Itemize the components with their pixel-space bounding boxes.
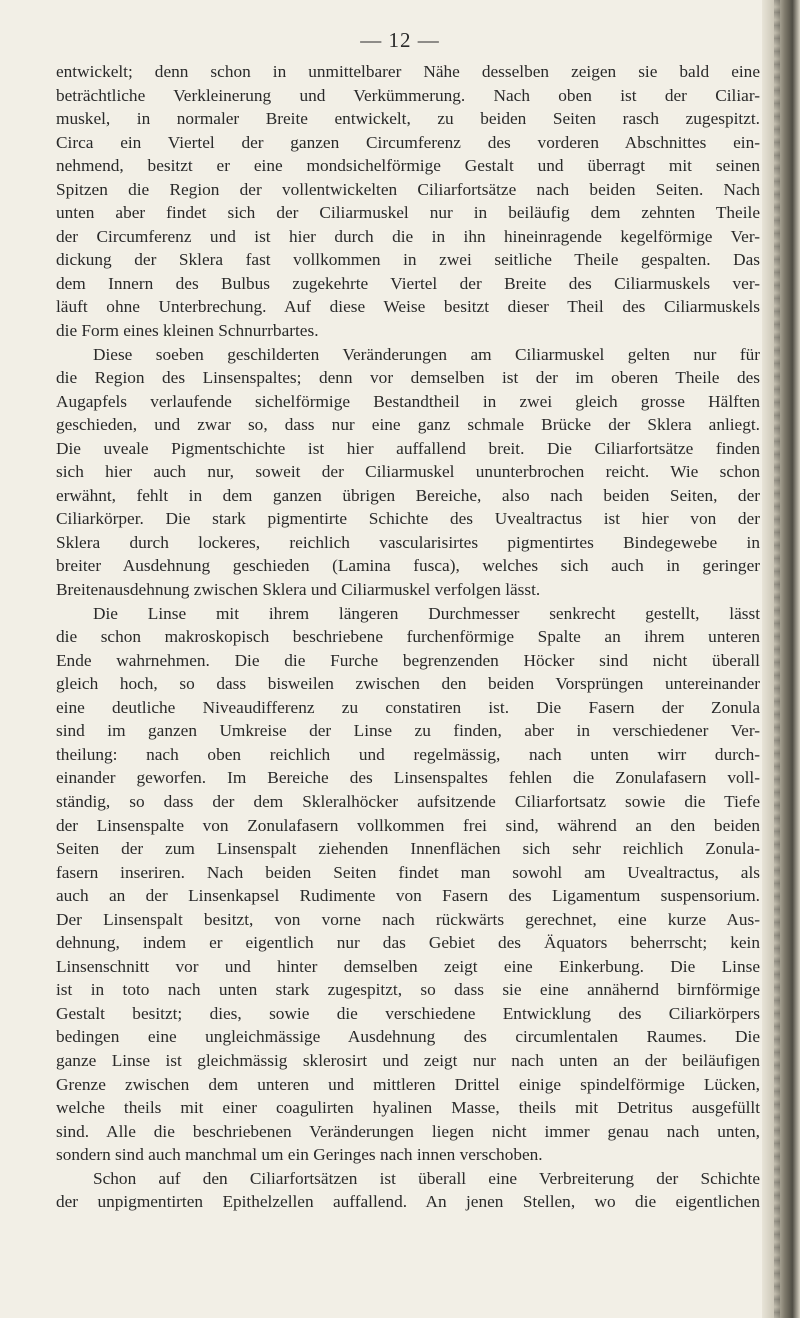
text-line: Diese soeben geschilderten Veränderungen am Ciliarmuskel gelten nur für bbox=[93, 344, 760, 364]
text-line: sich hier auch nur, soweit der Ciliarmuskel ununterbrochen reicht. Wie schon bbox=[56, 462, 760, 482]
text-line: fasern inseriren. Nach beiden Seiten findet man sowohl am Uvealtractus, als bbox=[56, 862, 760, 882]
text-line: auch an der Linsenkapsel Rudimente von Fasern des Ligamentum suspensorium. bbox=[56, 886, 760, 906]
text-line: erwähnt, fehlt in dem ganzen übrigen Bereiche, also nach beiden Seiten, der bbox=[56, 485, 760, 505]
text-line: Gestalt besitzt; dies, sowie die verschiedene Entwicklung des Ciliarkörpers bbox=[56, 1003, 760, 1023]
text-line: die schon makroskopisch beschriebene furchenförmige Spalte an ihrem unteren bbox=[56, 627, 760, 647]
page-edge-shadow bbox=[762, 0, 800, 1318]
text-line: nehmend, besitzt er eine mondsichelförmige Gestalt und überragt mit seinen bbox=[56, 156, 760, 176]
text-line: bedingen eine ungleichmässige Ausdehnung des circumlentalen Raumes. Die bbox=[56, 1027, 760, 1047]
text-line: Seiten der zum Linsenspalt ziehenden Innenflächen sich sehr reichlich Zonula- bbox=[56, 839, 760, 859]
text-line: ganze Linse ist gleichmässig sklerosirt und zeigt nur nach unten an der beiläufigen bbox=[56, 1050, 760, 1070]
text-line: der Linsenspalte von Zonulafasern vollkommen frei sind, während an den beiden bbox=[56, 815, 760, 835]
text-line: sondern sind auch manchmal um ein Geringes nach innen verschoben. bbox=[56, 1145, 543, 1165]
text-line: dickung der Sklera fast vollkommen in zwei seitliche Theile gespalten. Das bbox=[56, 250, 760, 270]
text-line: der unpigmentirten Epithelzellen auffallend. An jenen Stellen, wo die eigentlichen bbox=[56, 1192, 760, 1212]
text-line: Sklera durch lockeres, reichlich vascularisirtes pigmentirtes Bindegewebe in bbox=[56, 532, 760, 552]
text-line: dem Innern des Bulbus zugekehrte Viertel der Breite des Ciliarmuskels ver- bbox=[56, 273, 760, 293]
text-line: Die uveale Pigmentschichte ist hier auffallend breit. Die Ciliarfortsätze finden bbox=[56, 438, 760, 458]
text-line: sind. Alle die beschriebenen Veränderungen liegen nicht immer genau nach unten, bbox=[56, 1121, 760, 1141]
body-text bbox=[56, 60, 760, 1214]
text-line: einander geworfen. Im Bereiche des Linsenspaltes fehlen die Zonulafasern voll- bbox=[56, 768, 760, 788]
text-line: die Region des Linsenspaltes; denn vor demselben ist der im oberen Theile des bbox=[56, 368, 760, 388]
text-line: Augapfels verlaufende sichelförmige Bestandtheil in zwei gleich grosse Hälften bbox=[56, 391, 760, 411]
text-line: Grenze zwischen dem unteren und mittleren Drittel einige spindelförmige Lücken, bbox=[56, 1074, 760, 1094]
text-line: eine deutliche Niveaudifferenz zu constatiren ist. Die Fasern der Zonula bbox=[56, 697, 760, 717]
text-line: Breitenausdehnung zwischen Sklera und Ciliarmuskel verfolgen lässt. bbox=[56, 580, 541, 600]
text-line: Schon auf den Ciliarfortsätzen ist überall eine Verbreiterung der Schichte bbox=[93, 1168, 760, 1188]
page-number: — 12 — bbox=[360, 28, 440, 52]
text-line: theilung: nach oben reichlich und regelmässig, nach unten wirr durch- bbox=[56, 744, 760, 764]
text-line: Der Linsenspalt besitzt, von vorne nach rückwärts gerechnet, eine kurze Aus- bbox=[56, 909, 760, 929]
text-line: Die Linse mit ihrem längeren Durchmesser senkrecht gestellt, lässt bbox=[93, 603, 760, 623]
text-line: Ende wahrnehmen. Die die Furche begrenzenden Höcker sind nicht überall bbox=[56, 650, 760, 670]
text-line: Linsenschnitt vor und hinter demselben zeigt eine Einkerbung. Die Linse bbox=[56, 956, 760, 976]
text-line: sind im ganzen Umkreise der Linse zu finden, aber in verschiedener Ver- bbox=[56, 721, 760, 741]
text-line: gleich hoch, so dass bisweilen zwischen den beiden Vorsprüngen untereinander bbox=[56, 674, 760, 694]
text-line: der Circumferenz und ist hier durch die in ihn hineinragende kegelförmige Ver- bbox=[56, 226, 760, 246]
text-line: beträchtliche Verkleinerung und Verkümmerung. Nach oben ist der Ciliar- bbox=[56, 85, 760, 105]
text-line: welche theils mit einer coagulirten hyalinen Masse, theils mit Detritus ausgefüllt bbox=[56, 1098, 760, 1118]
text-line: unten aber findet sich der Ciliarmuskel nur in beiläufig dem zehnten Theile bbox=[56, 203, 760, 223]
text-line: läuft ohne Unterbrechung. Auf diese Weise besitzt dieser Theil des Ciliarmuskels bbox=[56, 297, 760, 317]
text-line: ständig, so dass der dem Skleralhöcker aufsitzende Ciliarfortsatz sowie die Tiefe bbox=[56, 791, 760, 811]
text-line: muskel, in normaler Breite entwickelt, zu beiden Seiten rasch zugespitzt. bbox=[56, 109, 760, 129]
text-line: breiter Ausdehnung geschieden (Lamina fusca), welches sich auch in geringer bbox=[56, 556, 760, 576]
text-line: ist in toto nach unten stark zugespitzt, so dass sie eine annähernd birnförmige bbox=[56, 980, 760, 1000]
text-line: geschieden, und zwar so, dass nur eine ganz schmale Brücke der Sklera anliegt. bbox=[56, 415, 760, 435]
text-line: dehnung, indem er eigentlich nur das Gebiet des Äquators beherrscht; kein bbox=[56, 933, 760, 953]
text-line: Circa ein Viertel der ganzen Circumferenz des vorderen Abschnittes ein- bbox=[56, 132, 760, 152]
text-line: entwickelt; denn schon in unmittelbarer Nähe desselben zeigen sie bald eine bbox=[56, 62, 760, 81]
text-line: Spitzen die Region der vollentwickelten Ciliarfortsätze nach beiden Seiten. Nach bbox=[56, 179, 760, 199]
text-line: die Form eines kleinen Schnurrbartes. bbox=[56, 321, 319, 341]
text-line: Ciliarkörper. Die stark pigmentirte Schichte des Uvealtractus ist hier von der bbox=[56, 509, 760, 529]
